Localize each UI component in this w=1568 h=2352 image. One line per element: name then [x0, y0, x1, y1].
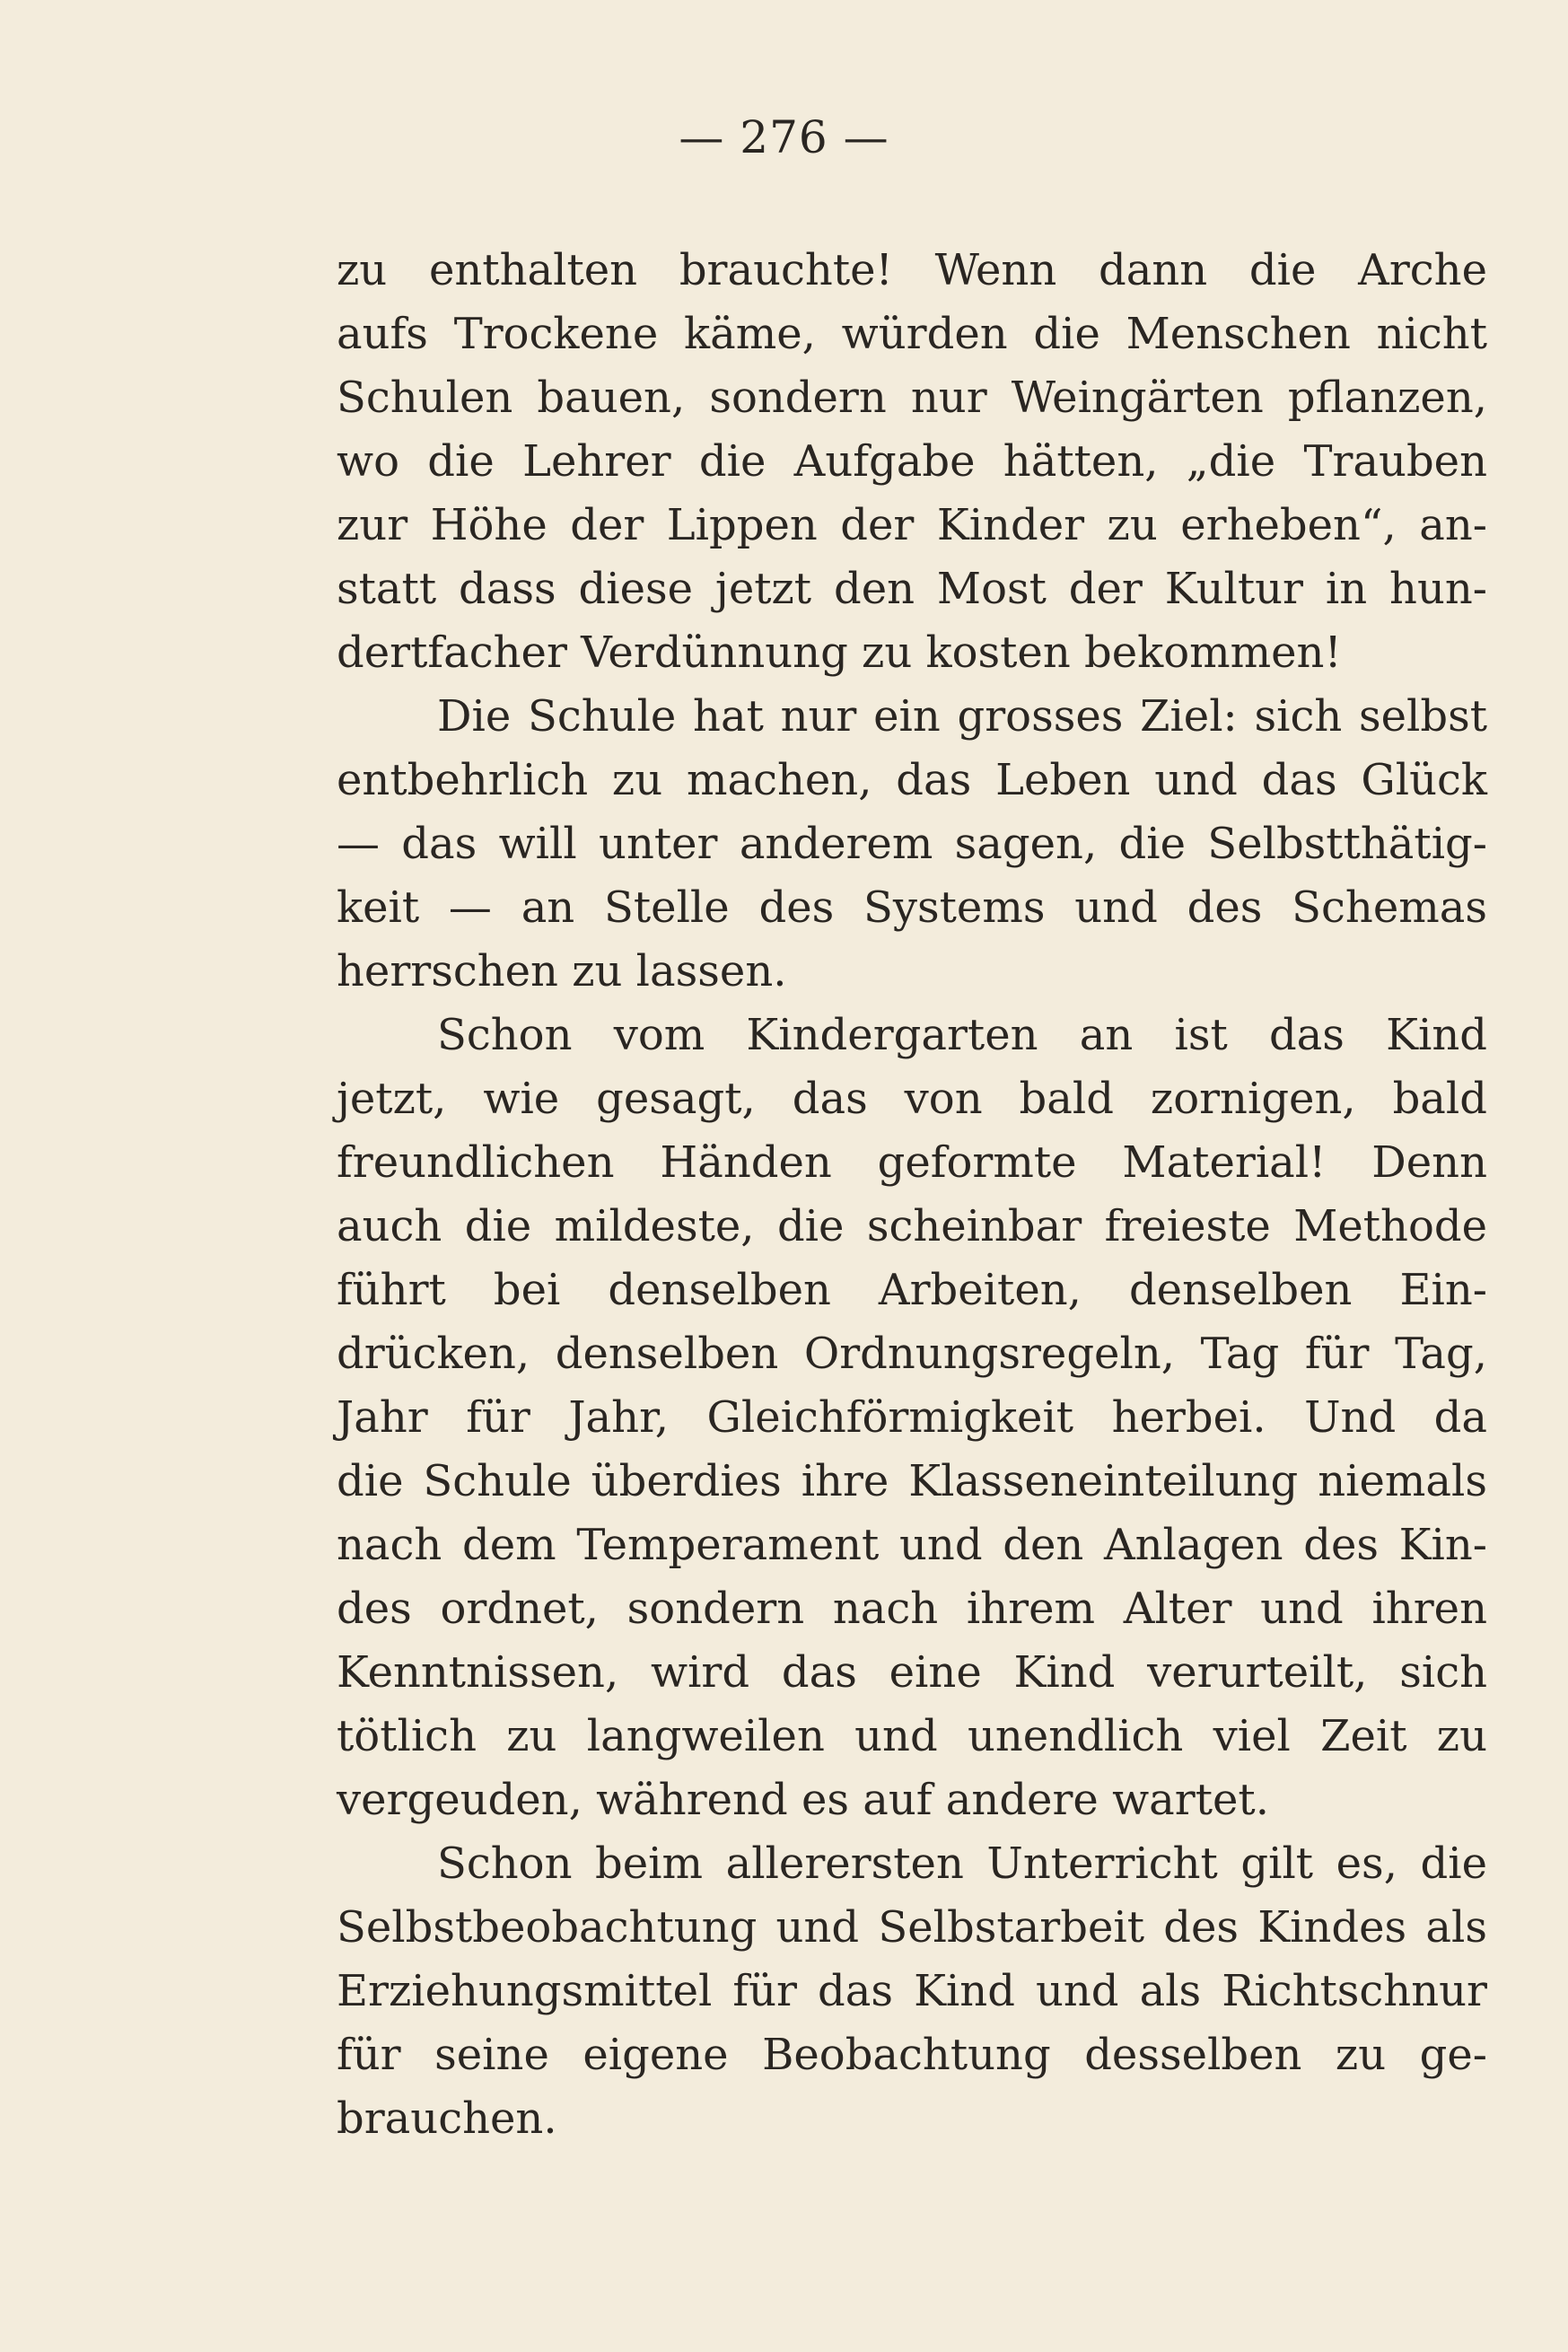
text-line: tötlich zu langweilen und unendlich viel Zeit zu — [337, 1711, 1487, 1761]
text-line: nach dem Temperament und den Anlagen des Kin- — [337, 1520, 1487, 1570]
text-line: zur Höhe der Lippen der Kinder zu erheben“, an- — [337, 500, 1487, 550]
text-line: des ordnet, sondern nach ihrem Alter und ihren — [337, 1584, 1487, 1634]
text-line: aufs Trockene käme, würden die Menschen nicht — [337, 309, 1487, 359]
text-line: zu enthalten brauchte! Wenn dann die Arche — [337, 245, 1487, 295]
text-line: keit — an Stelle des Systems und des Schemas — [337, 882, 1487, 933]
text-line: brauchen. — [337, 2093, 557, 2144]
text-line: Jahr für Jahr, Gleichförmigkeit herbei. Und da — [337, 1392, 1487, 1443]
text-line: Schulen bauen, sondern nur Weingärten pflanzen, — [337, 373, 1487, 423]
text-line: entbehrlich zu machen, das Leben und das Glück — [337, 755, 1487, 805]
page-number: — 276 — — [679, 111, 889, 163]
text-line: die Schule überdies ihre Klasseneinteilung niemals — [337, 1456, 1487, 1506]
text-line: vergeuden, während es auf andere wartet. — [337, 1775, 1269, 1825]
text-line: wo die Lehrer die Aufgabe hätten, „die Trauben — [337, 436, 1487, 487]
text-line: Erziehungsmittel für das Kind und als Richtschnur — [337, 1966, 1487, 2016]
text-line: auch die mildeste, die scheinbar freieste Methode — [337, 1201, 1487, 1251]
text-line: drücken, denselben Ordnungsregeln, Tag für Tag, — [337, 1329, 1487, 1379]
text-line: dertfacher Verdünnung zu kosten bekommen! — [337, 627, 1342, 678]
body-text — [337, 239, 1487, 2151]
text-line: Die Schule hat nur ein grosses Ziel: sich selbst — [437, 691, 1487, 742]
text-line: Kenntnissen, wird das eine Kind verurteilt, sich — [337, 1647, 1487, 1698]
text-line: Schon vom Kindergarten an ist das Kind — [437, 1010, 1487, 1060]
text-line: — das will unter anderem sagen, die Selbstthätig- — [337, 819, 1487, 869]
text-line: für seine eigene Beobachtung desselben zu ge- — [337, 2030, 1487, 2080]
text-line: führt bei denselben Arbeiten, denselben Ein- — [337, 1265, 1487, 1315]
text-line: statt dass diese jetzt den Most der Kultur in hun- — [337, 564, 1487, 614]
text-line: freundlichen Händen geformte Material! Denn — [337, 1137, 1487, 1188]
text-line: Schon beim allerersten Unterricht gilt es, die — [437, 1839, 1487, 1889]
text-line: herrschen zu lassen. — [337, 946, 787, 996]
text-line: jetzt, wie gesagt, das von bald zornigen, bald — [337, 1074, 1487, 1124]
text-line: Selbstbeobachtung und Selbstarbeit des Kindes als — [337, 1902, 1487, 1953]
